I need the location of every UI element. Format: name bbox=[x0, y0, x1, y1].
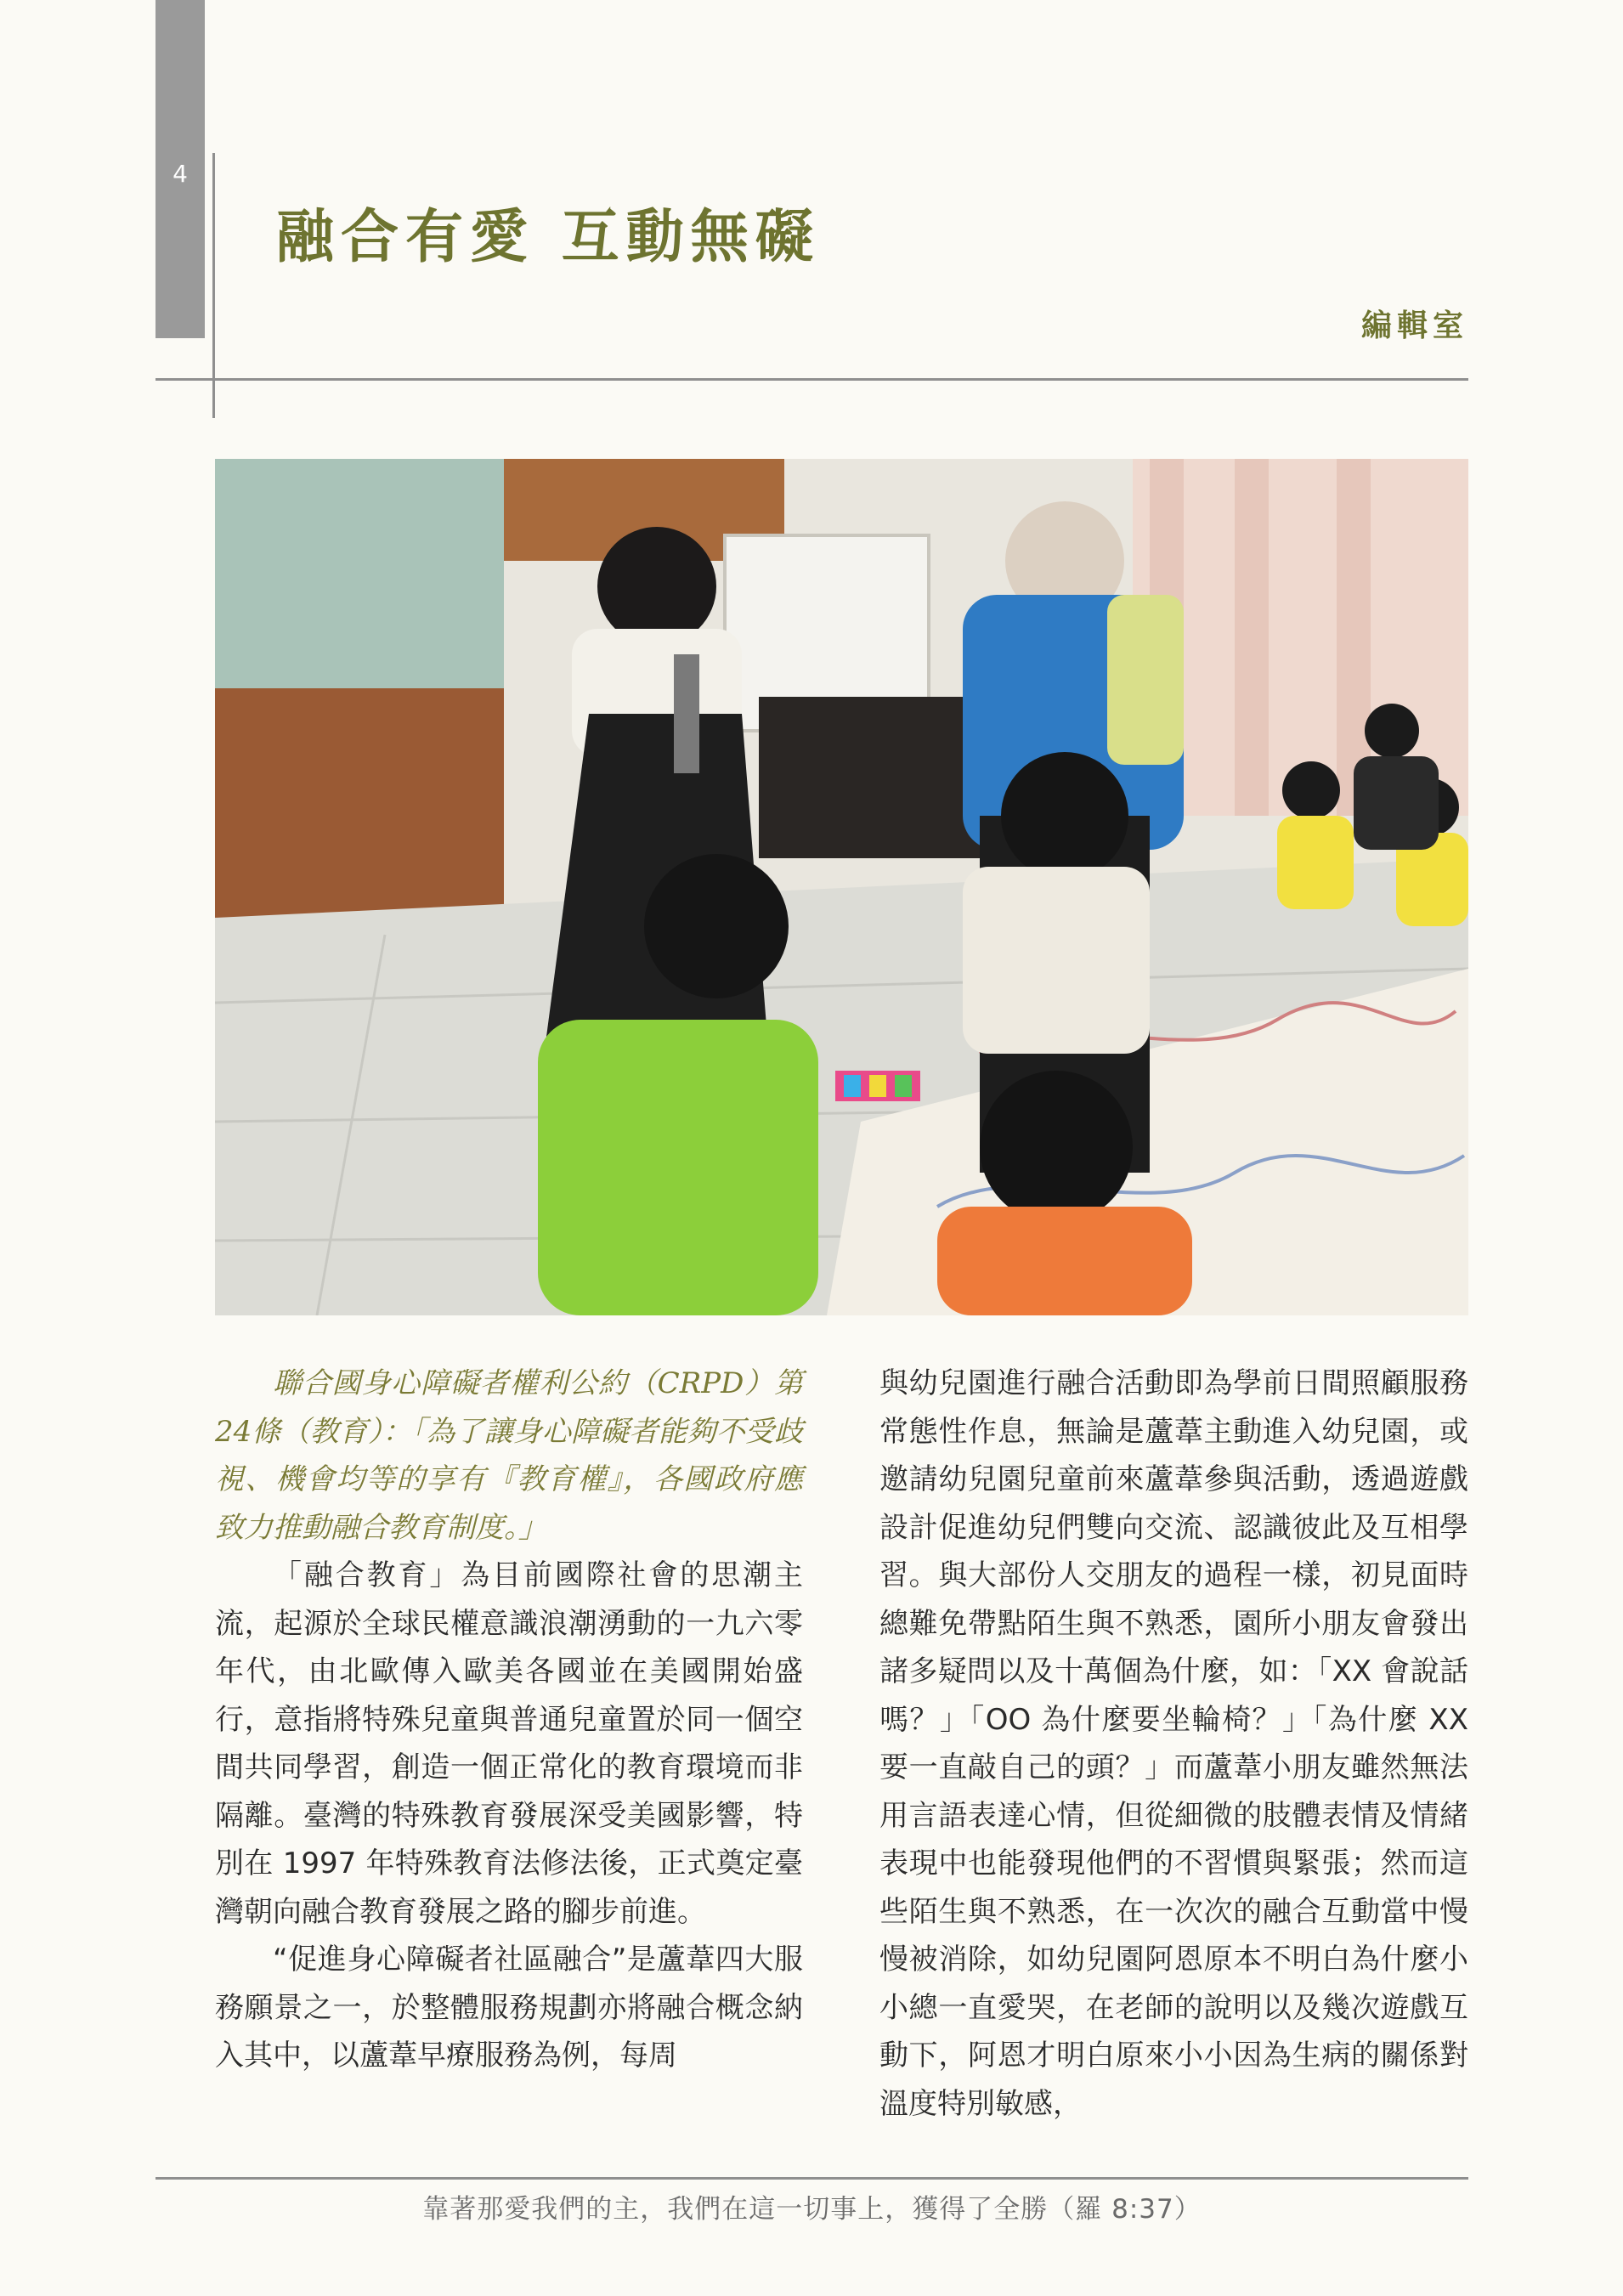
article-column-right bbox=[879, 1360, 1468, 2128]
page-number: 4 bbox=[172, 160, 188, 188]
crpd-quote: 聯合國身心障礙者權利公約（CRPD）第24條（教育）：「為了讓身心障礙者能夠不受歧視、機會均等的享有『教育權』，各國政府應致力推動融合教育制度。」 bbox=[215, 1366, 803, 1545]
footer-verse: 靠著那愛我們的主，我們在這一切事上，獲得了全勝（羅 8:37） bbox=[422, 2194, 1202, 2225]
article-photo bbox=[215, 459, 1468, 1315]
article-title: 融合有愛 互動無礙 bbox=[276, 204, 820, 271]
header-rule bbox=[156, 378, 1468, 381]
article-column-left bbox=[215, 1360, 803, 2080]
article-author: 編輯室 bbox=[1360, 308, 1468, 343]
paragraph: 「融合教育」為目前國際社會的思潮主流，起源於全球民權意識浪潮湧動的一九六零年代，由北歐傳入歐美各國並在美國開始盛行，意指將特殊兒童與普通兒童置於同一個空間共同學習，創造一個正常化的教育環境而非隔離。臺灣的特殊教育發展深受美國影響，特別在 1997 年特殊教育法修法後，正式奠定臺灣朝向融合教育發展之路的腳步前進。 bbox=[215, 1558, 803, 1929]
paragraph: 與幼兒園進行融合活動即為學前日間照顧服務常態性作息，無論是蘆葦主動進入幼兒園，或邀請幼兒園兒童前來蘆葦參與活動，透過遊戲設計促進幼兒們雙向交流、認識彼此及互相學習。與大部份人交朋友的過程一樣，初見面時總難免帶點陌生與不熟悉，園所小朋友會發出諸多疑問以及十萬個為什麼，如：「XX 會說話嗎？」「OO 為什麼要坐輪椅？」「為什麼 XX 要一直敲自己的頭？」而蘆葦小朋友雖然無法用言語表達心情，但從細微的肢體表情及情緒表現中也能發現他們的不習慣與緊張；然而這些陌生與不熟悉，在一次次的融合互動當中慢慢被消除，如幼兒園阿恩原本不明白為什麼小小總一直愛哭，在老師的說明以及幾次遊戲互動下，阿恩才明白原來小小因為生病的關係對溫度特別敏感， bbox=[879, 1366, 1468, 2121]
photo-classroom-icon bbox=[215, 459, 1468, 1315]
footer-rule bbox=[156, 2177, 1468, 2180]
paragraph: “促進身心障礙者社區融合”是蘆葦四大服務願景之一，於整體服務規劃亦將融合概念納入其中，以蘆葦早療服務為例，每周 bbox=[215, 1943, 803, 2073]
